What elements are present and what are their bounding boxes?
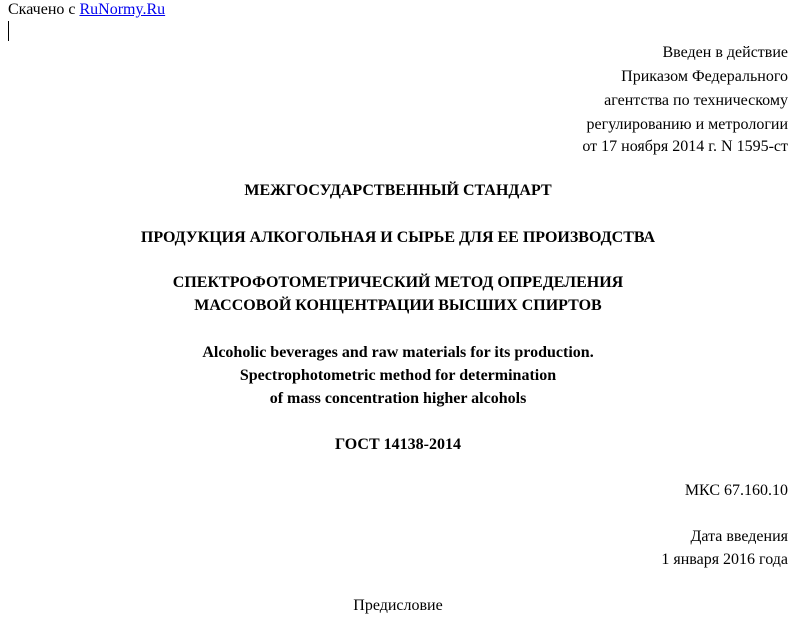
download-source-line (8, 0, 165, 20)
approval-line: регулированию и метрологии (586, 116, 788, 133)
approval-line: агентства по техническому (604, 92, 788, 109)
mks-code: МКС 67.160.10 (684, 482, 788, 499)
standard-type-heading: МЕЖГОСУДАРСТВЕННЫЙ СТАНДАРТ (244, 182, 552, 199)
english-title-line: of mass concentration higher alcohols (269, 390, 527, 407)
approval-line: от 17 ноября 2014 г. N 1595-ст (582, 138, 788, 155)
english-title-line: Spectrophotometric method for determination (239, 367, 557, 384)
gost-number-heading: ГОСТ 14138-2014 (335, 436, 461, 453)
runormy-link[interactable]: RuNormy.Ru (79, 1, 166, 18)
approval-line: Приказом Федерального (621, 68, 788, 85)
method-title-line: СПЕКТРОФОТОМЕТРИЧЕСКИЙ МЕТОД ОПРЕДЕЛЕНИЯ (172, 274, 624, 291)
text-cursor (8, 21, 9, 41)
english-title-line: Alcoholic beverages and raw materials for its production. (202, 344, 594, 361)
product-title-heading: ПРОДУКЦИЯ АЛКОГОЛЬНАЯ И СЫРЬЕ ДЛЯ ЕЕ ПРОИЗВОДСТВА (140, 229, 656, 246)
intro-date-label: Дата введения (690, 528, 788, 545)
method-title-line: МАССОВОЙ КОНЦЕНТРАЦИИ ВЫСШИХ СПИРТОВ (194, 297, 602, 314)
download-prefix: Скачено с (8, 1, 80, 18)
intro-date-value: 1 января 2016 года (661, 551, 788, 568)
foreword-heading: Предисловие (353, 597, 443, 614)
approval-line: Введен в действие (662, 44, 788, 61)
